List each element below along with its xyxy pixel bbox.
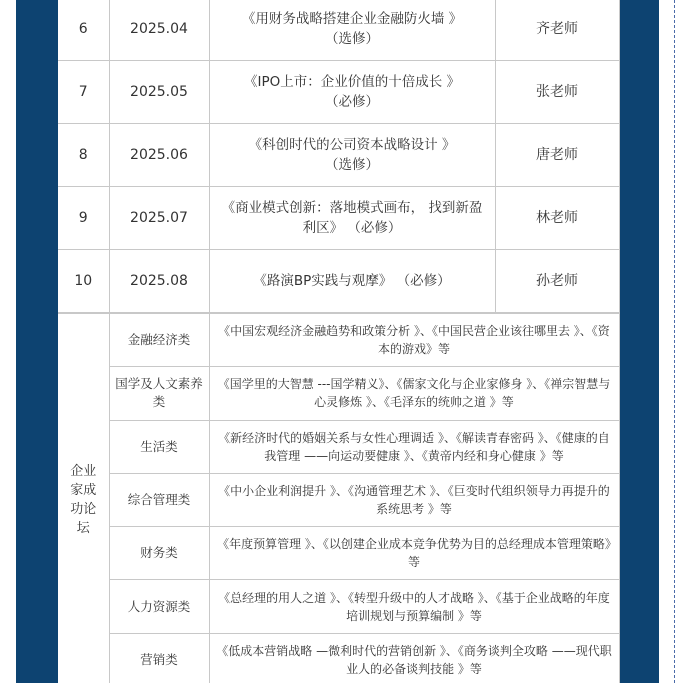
category-name: 营销类 <box>109 633 209 683</box>
course-type: （选修） <box>325 31 379 47</box>
table-row <box>58 187 619 250</box>
category-name: 人力资源类 <box>109 580 209 633</box>
teacher: 齐老师 <box>495 0 619 61</box>
table-row <box>58 314 619 367</box>
category-courses: 《中国宏观经济金融趋势和政策分析 》、《中国民营企业该往哪里去 》、《资本的游戏》等 <box>209 314 619 367</box>
row-number: 9 <box>58 187 109 250</box>
course-title: 《科创时代的公司资本战略设计 》 <box>248 137 456 153</box>
row-number: 8 <box>58 124 109 187</box>
teacher: 张老师 <box>495 61 619 124</box>
course-title: 《IPO上市：企业价值的十倍成长 》 <box>243 74 461 90</box>
course-date: 2025.07 <box>109 187 209 250</box>
table-row <box>58 580 619 633</box>
forum-body <box>58 314 619 683</box>
teacher: 孙老师 <box>495 250 619 313</box>
table-row <box>58 473 619 526</box>
category-name: 财务类 <box>109 527 209 580</box>
course-type: （必修） <box>396 273 451 289</box>
teacher: 唐老师 <box>495 124 619 187</box>
course-table <box>58 0 619 683</box>
row-number: 6 <box>58 0 109 61</box>
left-frame-bar <box>16 0 58 683</box>
table-row <box>58 420 619 473</box>
course-title-cell <box>209 0 495 61</box>
teacher: 林老师 <box>495 187 619 250</box>
table-row <box>58 0 619 61</box>
table-row <box>58 250 619 313</box>
category-courses: 《国学里的大智慧 ---国学精义》、《儒家文化与企业家修身 》、《禅宗智慧与心灵修炼 》、《毛泽东的统帅之道 》等 <box>209 367 619 420</box>
course-title: 《用财务战略搭建企业金融防火墙 》 <box>241 11 463 27</box>
category-name: 综合管理类 <box>109 473 209 526</box>
category-courses: 《低成本营销战略 —微利时代的营销创新 》、《商务谈判全攻略 ——现代职业人的必备谈判技能 》等 <box>209 633 619 683</box>
table-row <box>58 367 619 420</box>
course-title-cell <box>209 250 495 313</box>
course-title-cell <box>209 61 495 124</box>
category-courses: 《总经理的用人之道 》、《转型升级中的人才战略 》、《基于企业战略的年度培训规划与预算编制 》等 <box>209 580 619 633</box>
category-courses: 《年度预算管理 》、《以创建企业成本竞争优势为目的总经理成本管理策略》等 <box>209 527 619 580</box>
course-date: 2025.08 <box>109 250 209 313</box>
category-courses: 《中小企业利润提升 》、《沟通管理艺术 》、《巨变时代组织领导力再提升的系统思考 》等 <box>209 473 619 526</box>
schedule-body <box>58 0 619 313</box>
course-title: 《路演BP实践与观摩》 <box>253 273 393 289</box>
table-row <box>58 61 619 124</box>
table-row <box>58 124 619 187</box>
dashed-page-edge <box>674 0 675 683</box>
category-name: 生活类 <box>109 420 209 473</box>
category-name: 国学及人文素养类 <box>109 367 209 420</box>
course-title-cell <box>209 124 495 187</box>
row-number: 10 <box>58 250 109 313</box>
right-frame-bar <box>619 0 659 683</box>
course-date: 2025.05 <box>109 61 209 124</box>
forum-label: 企业家成功论坛 <box>58 314 109 683</box>
category-name: 金融经济类 <box>109 314 209 367</box>
course-title-cell <box>209 187 495 250</box>
course-date: 2025.06 <box>109 124 209 187</box>
category-courses: 《新经济时代的婚姻关系与女性心理调适 》、《解读青春密码 》、《健康的自我管理 ——向运动要健康 》、《黄帝内经和身心健康 》等 <box>209 420 619 473</box>
table-row <box>58 527 619 580</box>
table-row <box>58 633 619 683</box>
course-type: （必修） <box>347 220 402 236</box>
course-date: 2025.04 <box>109 0 209 61</box>
row-number: 7 <box>58 61 109 124</box>
course-type: （必修） <box>325 94 379 110</box>
course-title: 《商业模式创新：落地模式画布， 找到新盈利区》 <box>221 200 483 236</box>
course-type: （选修） <box>325 157 379 173</box>
